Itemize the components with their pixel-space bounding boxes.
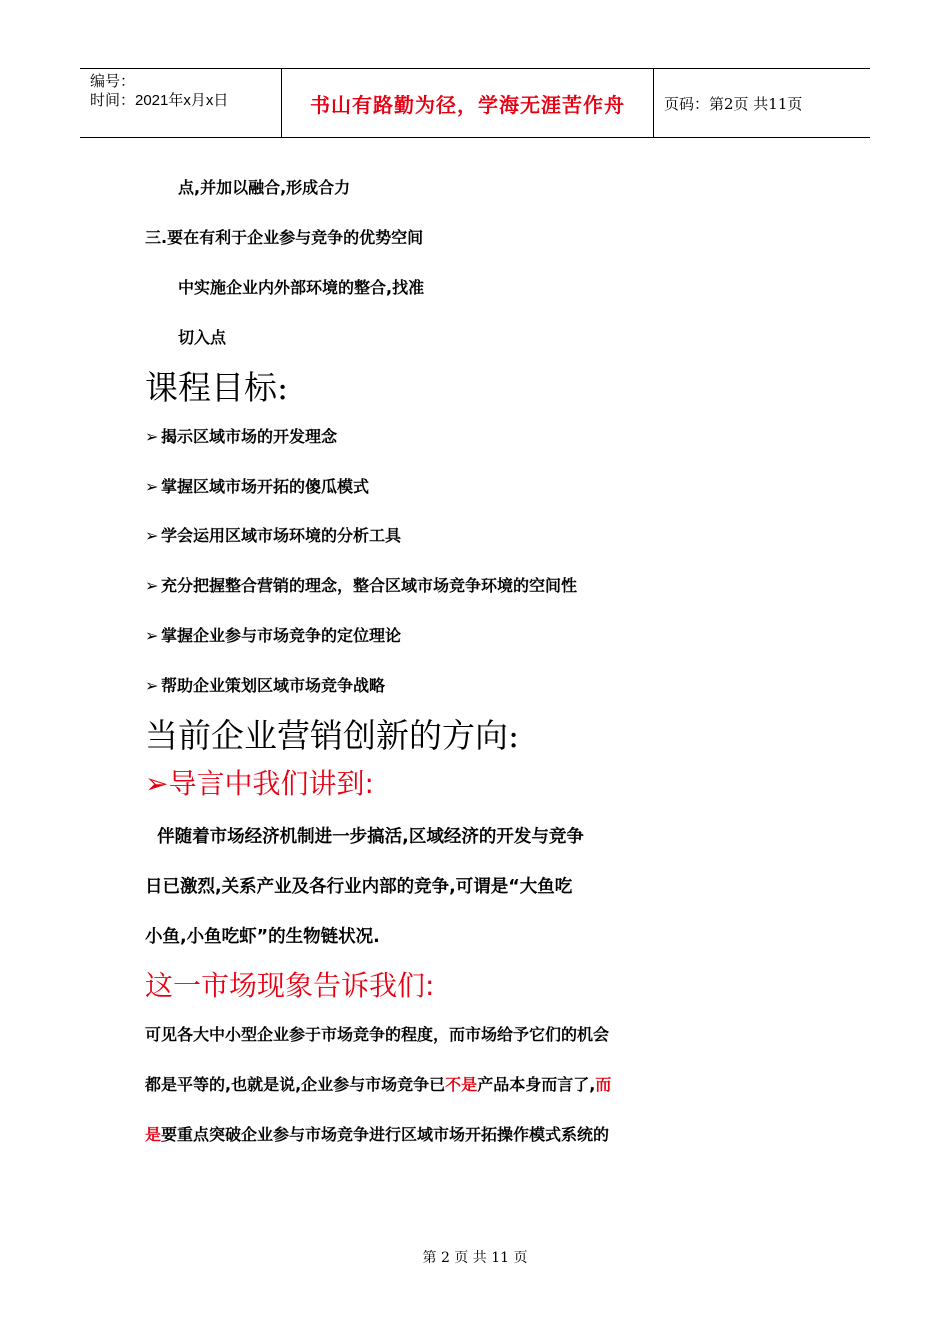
direction-heading: 当前企业营销创新的方向: <box>145 716 520 755</box>
arrow-bullet-icon: ➢ <box>145 576 159 595</box>
emphasis-text: 而 <box>595 1075 612 1094</box>
phenomenon-heading: 这一市场现象告诉我们: <box>145 969 435 1002</box>
goal-item <box>145 523 401 546</box>
intro-line-3: 中实施企业内外部环境的整合,找准 <box>178 278 425 297</box>
arrow-bullet-icon: ➢ <box>145 526 159 545</box>
goal-item <box>145 424 337 447</box>
header-meta-cell <box>80 69 282 137</box>
direction-para-line-2: 日已激烈,关系产业及各行业内部的竞争,可谓是“大鱼吃 <box>145 877 573 897</box>
goals-heading: 课程目标: <box>145 368 289 407</box>
goal-item <box>145 474 369 497</box>
goal-text: 充分把握整合营销的理念，整合区域市场竞争环境的空间性 <box>161 576 578 595</box>
emphasis-text: 是 <box>145 1125 162 1144</box>
goal-item <box>145 623 401 646</box>
phenomenon-line-3 <box>145 1122 609 1145</box>
direction-subheading: ➢导言中我们讲到: <box>145 767 374 800</box>
page-header <box>80 68 870 138</box>
phenomenon-line-1: 可见各大中小型企业参于市场竞争的程度，而市场给予它们的机会 <box>145 1025 610 1044</box>
goal-item <box>145 673 385 696</box>
emphasis-text: 不是 <box>445 1075 478 1094</box>
arrow-bullet-icon: ➢ <box>145 626 159 645</box>
number-label: 编号： <box>90 73 136 90</box>
intro-line-1: 点,并加以融合,形成合力 <box>178 178 351 197</box>
goal-text: 学会运用区域市场环境的分析工具 <box>161 526 402 545</box>
direction-para-line-1: 伴随着市场经济机制进一步搞活,区域经济的开发与竞争 <box>145 827 584 847</box>
arrow-bullet-icon: ➢ <box>145 427 159 446</box>
phenomenon-text: 都是平等的,也就是说,企业参与市场竞争已 <box>145 1075 446 1094</box>
phenomenon-text: 产品本身而言了, <box>477 1075 596 1094</box>
arrow-bullet-icon: ➢ <box>145 477 159 496</box>
phenomenon-text: 要重点突破企业参与市场竞争进行区域市场开拓操作模式系统的 <box>161 1125 610 1144</box>
intro-line-2: 三.要在有利于企业参与竞争的优势空间 <box>145 228 424 247</box>
goal-text: 掌握区域市场开拓的傻瓜模式 <box>161 477 370 496</box>
goal-text: 揭示区域市场的开发理念 <box>161 427 338 446</box>
goal-text: 帮助企业策划区域市场竞争战略 <box>161 676 386 695</box>
intro-line-4: 切入点 <box>178 328 227 347</box>
direction-para-line-3: 小鱼,小鱼吃虾”的生物链状况. <box>145 927 380 947</box>
arrow-bullet-icon: ➢ <box>145 676 159 695</box>
page-footer: 第 2 页 共 11 页 <box>422 1250 528 1266</box>
motto: 书山有路勤为径，学海无涯苦作舟 <box>282 69 654 137</box>
goal-item <box>145 573 577 596</box>
page-info: 页码：第2页 共11页 <box>664 94 803 113</box>
phenomenon-line-2 <box>145 1072 611 1095</box>
goal-text: 掌握企业参与市场竞争的定位理论 <box>161 626 402 645</box>
date-label: 时间：2021年x月x日 <box>90 92 229 109</box>
